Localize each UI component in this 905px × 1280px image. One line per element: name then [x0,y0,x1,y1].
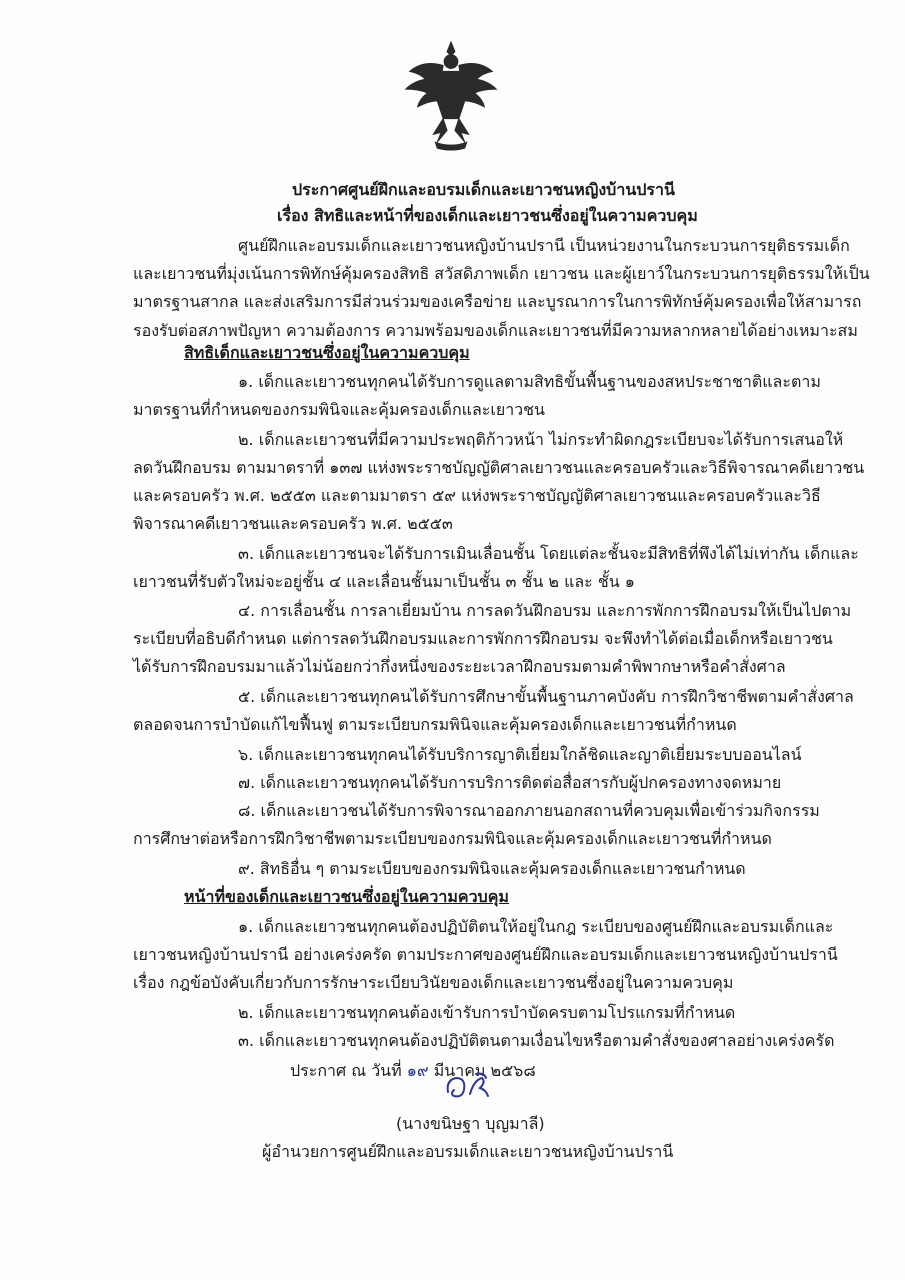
rights-line: การศึกษาต่อหรือการฝึกวิชาชีพตามระเบียบของกรมพินิจและคุ้มครองเด็กและเยาวชนที่กำหนด [133,829,772,848]
duties-line: ๑. เด็กและเยาวชนทุกคนต้องปฏิบัติตนให้อยู่ในกฎ ระเบียบของศูนย์ฝึกและอบรมเด็กและ [238,917,834,936]
duties-line: เยาวชนหญิงบ้านปรานี อย่างเคร่งครัด ตามประกาศของศูนย์ฝึกและอบรมเด็กและเยาวชนหญิงบ้านปรานี [133,945,838,964]
rights-line: ลดวันฝึกอบรม ตามมาตราที่ ๑๓๗ แห่งพระราชบัญญัติศาลเยาวชนและครอบครัวและวิธีพิจารณาคดีเยาวชน [133,458,865,477]
intro-line: ศูนย์ฝึกและอบรมเด็กและเยาวชนหญิงบ้านปรานี เป็นหน่วยงานในกระบวนการยุติธรรมเด็ก [238,236,850,255]
rights-line: ๙. สิทธิอื่น ๆ ตามระเบียบของกรมพินิจและคุ้มครองเด็กและเยาวชนกำหนด [238,859,746,878]
announce-month-year: มีนาคม ๒๕๖๘ [433,1061,536,1080]
rights-line: ได้รับการฝึกอบรมมาแล้วไม่น้อยกว่ากึ่งหนึ่งของระยะเวลาฝึกอบรมตามคำพิพากษาหรือคำสั่งศาล [133,657,786,676]
intro-line: มาตรฐานสากล และส่งเสริมการมีส่วนร่วมของเครือข่าย และบูรณาการในการพิทักษ์คุ้มครองเพื่อให้สามารถ [133,292,862,311]
intro-line: และเยาวชนที่มุ่งเน้นการพิทักษ์คุ้มครองสิทธิ สวัสดิภาพเด็ก เยาวชน และผู้เยาว์ในกระบวนการยุติธรรมให้เป็น [133,264,870,283]
rights-line: ๕. เด็กและเยาวชนทุกคนได้รับการศึกษาขั้นพื้นฐานภาคบังคับ การฝึกวิชาชีพตามคำสั่งศาล [238,687,854,706]
rights-line: ๑. เด็กและเยาวชนทุกคนได้รับการดูแลตามสิทธิขั้นพื้นฐานของสหประชาชาติและตาม [238,372,821,391]
duties-line: เรื่อง กฎข้อบังคับเกี่ยวกับการรักษาระเบียบวินัยของเด็กและเยาวชนซึ่งอยู่ในความควบคุม [133,973,734,992]
rights-line: และครอบครัว พ.ศ. ๒๕๕๓ และตามมาตรา ๕๙ แห่งพระราชบัญญัติศาลเยาวชนและครอบครัวและวิธี [133,486,821,505]
rights-line: ๘. เด็กและเยาวชนได้รับการพิจารณาออกภายนอกสถานที่ควบคุมเพื่อเข้าร่วมกิจกรรม [238,801,820,820]
title-line-1: ประกาศศูนย์ฝึกและอบรมเด็กและเยาวชนหญิงบ้านปรานี [292,180,675,199]
rights-line: ๖. เด็กและเยาวชนทุกคนได้รับบริการญาติเยี่ยมใกล้ชิดและญาติเยี่ยมระบบออนไลน์ [238,745,802,764]
signer-position: ผู้อำนวยการศูนย์ฝึกและอบรมเด็กและเยาวชนหญิงบ้านปรานี [262,1142,674,1161]
rights-heading: สิทธิเด็กและเยาวชนซึ่งอยู่ในความควบคุม [184,343,470,362]
announce-prefix: ประกาศ ณ วันที่ [290,1061,402,1080]
rights-line: ๒. เด็กและเยาวชนที่มีความประพฤติก้าวหน้า ไม่กระทำผิดกฎระเบียบจะได้รับการเสนอให้ [238,430,844,449]
rights-line: ๓. เด็กและเยาวชนจะได้รับการเมินเลื่อนชั้น โดยแต่ละชั้นจะมีสิทธิที่พึงได้ไม่เท่ากัน เด็กและ [238,544,859,563]
rights-line: เยาวชนที่รับตัวใหม่จะอยู่ชั้น ๔ และเลื่อนชั้นมาเป็นชั้น ๓ ชั้น ๒ และ ชั้น ๑ [133,572,635,591]
rights-line: มาตรฐานที่กำหนดของกรมพินิจและคุ้มครองเด็กและเยาวชน [133,400,545,419]
duties-line: ๓. เด็กและเยาวชนทุกคนต้องปฏิบัติตนตามเงื่อนไขหรือตามคำสั่งของศาลอย่างเคร่งครัด [238,1031,835,1050]
announce-day: ๑๙ [406,1061,429,1080]
rights-line: ๔. การเลื่อนชั้น การลาเยี่ยมบ้าน การลดวันฝึกอบรม และการพักการฝึกอบรมให้เป็นไปตาม [238,601,852,620]
garuda-emblem-icon [392,36,510,154]
signature-icon [440,1070,496,1104]
announce-date [290,1060,536,1082]
rights-line: พิจารณาคดีเยาวชนและครอบครัว พ.ศ. ๒๕๕๓ [133,514,453,533]
title-line-2: เรื่อง สิทธิและหน้าที่ของเด็กและเยาวชนซึ่งอยู่ในความควบคุม [277,206,698,225]
intro-line: รองรับต่อสภาพปัญหา ความต้องการ ความพร้อมของเด็กและเยาวชนที่มีความหลากหลายได้อย่างเหมาะสม [133,321,858,340]
rights-line: ๗. เด็กและเยาวชนทุกคนได้รับการบริการติดต่อสื่อสารกับผู้ปกครองทางจดหมาย [238,773,782,792]
rights-line: ตลอดจนการบำบัดแก้ไขฟื้นฟู ตามระเบียบกรมพินิจและคุ้มครองเด็กและเยาวชนที่กำหนด [133,715,737,734]
duties-line: ๒. เด็กและเยาวชนทุกคนต้องเข้ารับการบำบัดครบตามโปรแกรมที่กำหนด [238,1003,736,1022]
signer-name: (นางขนิษฐา บุญมาลี) [396,1114,545,1133]
duties-heading: หน้าที่ของเด็กและเยาวชนซึ่งอยู่ในความควบคุม [184,887,509,906]
rights-line: ระเบียบที่อธิบดีกำหนด แต่การลดวันฝึกอบรมและการพักการฝึกอบรม จะพึงทำได้ต่อเมื่อเด็กหรือเยาวชน [133,629,833,648]
